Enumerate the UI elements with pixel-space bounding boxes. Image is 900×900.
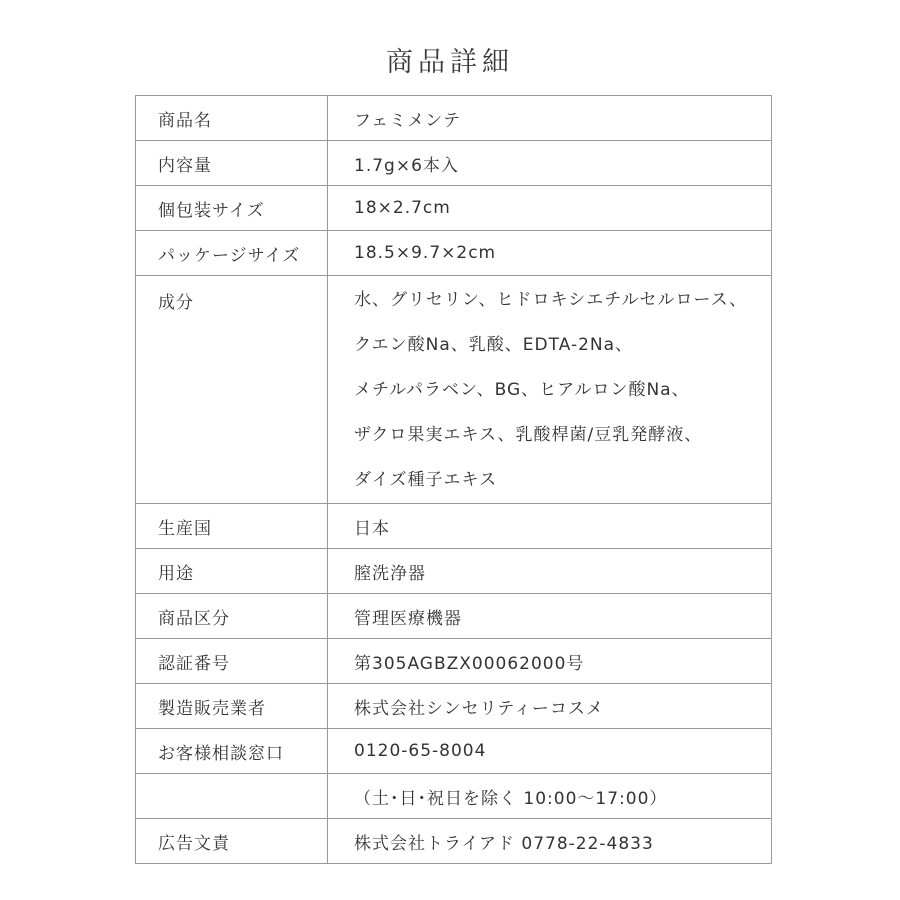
row-value: 日本	[328, 504, 772, 549]
row-value: 1.7g×6本入	[328, 141, 772, 186]
row-value: 株式会社トライアド 0778-22-4833	[328, 819, 772, 864]
row-label: 生産国	[136, 504, 328, 549]
ingredients-line: 水、グリセリン、ヒドロキシエチルセルロース、	[354, 290, 748, 310]
row-value: 第305AGBZX00062000号	[328, 639, 772, 684]
row-value: 管理医療機器	[328, 594, 772, 639]
table-row-contents	[136, 141, 772, 186]
row-label: 内容量	[136, 141, 328, 186]
table-row-unit-size	[136, 186, 772, 231]
ingredients-line: ザクロ果実エキス、乳酸桿菌/豆乳発酵液、	[354, 425, 703, 445]
row-label: お客様相談窓口	[136, 729, 328, 774]
ingredients-line: メチルパラベン、BG、ヒアルロン酸Na、	[354, 380, 690, 400]
row-value: フェミメンテ	[328, 96, 772, 141]
row-label: 認証番号	[136, 639, 328, 684]
table-row-certification	[136, 639, 772, 684]
row-label	[136, 774, 328, 819]
table-row-usage	[136, 549, 772, 594]
table-row-support-hours	[136, 774, 772, 819]
ingredients-list	[328, 276, 772, 504]
row-value: 膣洗浄器	[328, 549, 772, 594]
support-hours: （土･日･祝日を除く 10:00〜17:00）	[328, 774, 772, 819]
ingredients-line: クエン酸Na、乳酸、EDTA-2Na、	[354, 335, 634, 355]
row-label: 製造販売業者	[136, 684, 328, 729]
row-label: 商品名	[136, 96, 328, 141]
product-detail-table	[135, 95, 772, 864]
table-row-manufacturer	[136, 684, 772, 729]
row-label: 用途	[136, 549, 328, 594]
row-label: 商品区分	[136, 594, 328, 639]
row-value: 18.5×9.7×2cm	[328, 231, 772, 276]
row-label: 個包装サイズ	[136, 186, 328, 231]
table-row-ingredients	[136, 276, 772, 504]
table-row-advertiser	[136, 819, 772, 864]
ingredients-line: ダイズ種子エキス	[354, 470, 498, 490]
table-row-product-name	[136, 96, 772, 141]
row-label: 成分	[136, 276, 328, 504]
table-row-customer-support	[136, 729, 772, 774]
page-title: 商品詳細	[386, 47, 514, 78]
table-row-category	[136, 594, 772, 639]
table-row-country	[136, 504, 772, 549]
row-value: 株式会社シンセリティーコスメ	[328, 684, 772, 729]
support-phone: 0120-65-8004	[328, 729, 772, 774]
row-label: パッケージサイズ	[136, 231, 328, 276]
row-value: 18×2.7cm	[328, 186, 772, 231]
table-row-package-size	[136, 231, 772, 276]
row-label: 広告文責	[136, 819, 328, 864]
